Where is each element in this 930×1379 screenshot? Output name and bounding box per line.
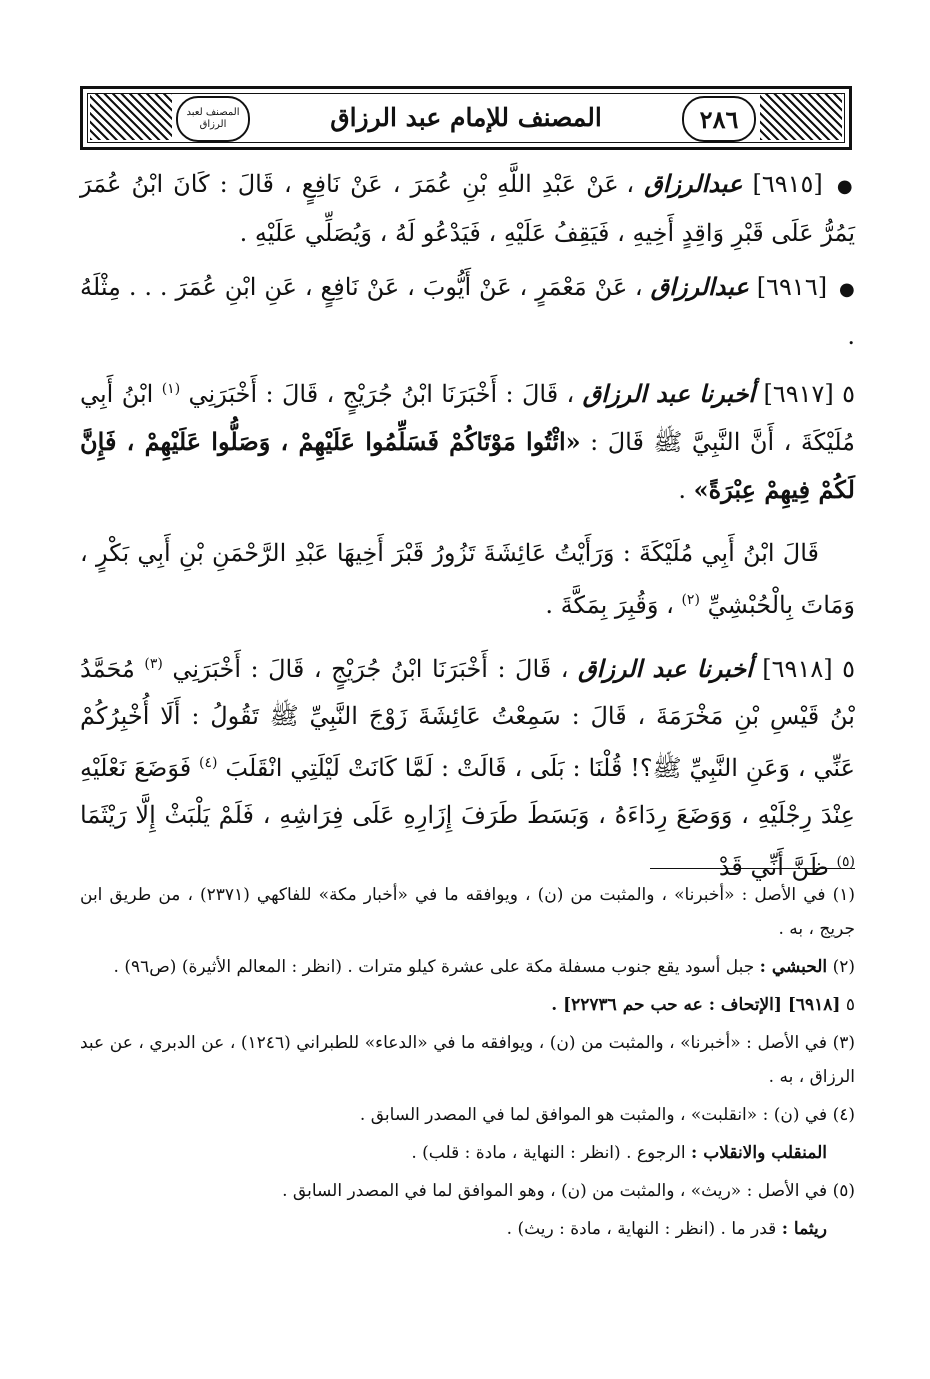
hadith-text: ، عَنْ مَعْمَرٍ ، عَنْ أَيُّوبَ ، عَنْ نَافِعٍ ، عَنِ ابْنِ عُمَرَ . . . مِثْلَهُ .: [80, 273, 855, 350]
hadith-text: ، قَالَ : أَخْبَرَنَا ابْنُ جُرَيْجٍ ، قَالَ : أَخْبَرَنِي: [172, 655, 569, 683]
hadith-text: ، عَنْ عَبْدِ اللَّهِ بْنِ عُمَرَ ، عَنْ نَافِعٍ ، قَالَ : كَانَ ابْنُ عُمَرَ يَمُرُّ عَلَى قَبْرِ وَاقِدٍ أَخِيهِ ، فَيَقِفُ عَلَيْهِ ، فَيَدْعُو لَهُ ، وَيُصَلِّي عَلَيْهِ .: [80, 170, 855, 247]
footnote-4-gloss: [80, 1136, 855, 1170]
footnote-ref: (٢): [681, 592, 700, 608]
footnote-ref: (٤): [199, 755, 218, 771]
footnote-text: في الأصل : «أخبرنا» ، والمثبت من (ن) ، ويوافقه ما في «أخبار مكة» للفاكهي (٢٣٧١) ، من طريق ابن جريج ، به .: [80, 885, 855, 939]
header-ornament-right: [760, 94, 842, 140]
bullet-marker: ●: [836, 176, 855, 197]
footnote-term: ريثما :: [781, 1219, 827, 1239]
hadith-6917: [80, 366, 855, 514]
footnote-reference: [80, 988, 855, 1022]
header-ornament-left: [90, 94, 172, 140]
footnote-ref: (١): [161, 381, 181, 397]
hadith-text: فَوَضَعَ نَعْلَيْهِ عِنْدَ رِجْلَيْهِ ، وَوَضَعَ رِدَاءَهُ ، وَبَسَطَ طَرَفَ إِزَارِهِ عَلَى فِرَاشِهِ ، فَلَمْ يَلْبَثْ إِلَّا رَيْثَمَا: [80, 754, 855, 829]
hadith-number: [٦٩١٥]: [752, 170, 823, 198]
footnote-term: الحبشي :: [759, 957, 828, 977]
bullet-marker: ●: [839, 279, 855, 300]
hadith-6916: [80, 263, 855, 360]
running-title: المصنف للإمام عبد الرزاق: [330, 102, 602, 132]
footnote-2: [80, 950, 855, 984]
hadith-end: .: [678, 476, 686, 504]
footnote-text: في الأصل : «أخبرنا» ، والمثبت من (ن) ، ويوافقه ما في «الدعاء» للطبراني (١٢٤٦) ، عن الدبري ، عن عبد الرزاق ، به .: [80, 1033, 855, 1087]
footnote-label: (٤): [832, 1105, 855, 1125]
hadith-number: [٦٩١٨]: [762, 655, 833, 683]
footnote-term: المنقلب والانقلاب :: [691, 1143, 827, 1163]
circle-marker: ٥: [845, 995, 855, 1015]
narrator: عبدالرزاق: [650, 272, 749, 301]
footnote-1: [80, 878, 855, 946]
footnote-label: (١): [832, 885, 855, 905]
narrator: أخبرنا عبد الرزاق: [578, 654, 753, 683]
footnotes: [80, 878, 855, 1246]
footnote-text: في الأصل : «ريث» ، والمثبت من (ن) ، وهو الموافق لما في المصدر السابق .: [282, 1181, 828, 1201]
footnote-text: جبل أسود يقع جنوب مسفلة مكة على عشرة كيلو مترات . (انظر : المعالم الأثيرة) (ص٩٦) .: [113, 957, 755, 977]
hadith-text: ، وَقُبِرَ بِمَكَّةَ .: [545, 591, 674, 619]
footnote-separator: [650, 868, 855, 869]
narrator: عبدالرزاق: [644, 169, 743, 198]
narrator: أخبرنا عبد الرزاق: [582, 379, 756, 408]
footnote-label: (٥): [832, 1181, 855, 1201]
hadith-6917-addendum: [80, 530, 855, 629]
footnote-3: [80, 1026, 855, 1094]
footnote-4: [80, 1098, 855, 1132]
hadith-text: ظَنَّ أَنِّي قَدْ: [718, 853, 829, 881]
page-header: [80, 86, 852, 150]
footnote-label: (٢): [832, 957, 855, 977]
seal-logo: المصنف لعبد الرزاق: [176, 96, 250, 142]
hadith-6915: [80, 160, 855, 257]
footnote-text: الرجوع . (انظر : النهاية ، مادة : قلب) .: [411, 1143, 686, 1163]
hadith-number: [٦٩١٧]: [763, 380, 834, 408]
hadith-text: ، قَالَ : أَخْبَرَنَا ابْنُ جُرَيْجٍ ، قَالَ : أَخْبَرَنِي: [188, 380, 575, 408]
prophetic-quote: «ائْتُوا مَوْتَاكُمْ فَسَلِّمُوا عَلَيْهِمْ ، وَصَلُّوا عَلَيْهِمْ ، فَإِنَّ لَكُمْ فِيهِمْ عِبْرَةً»: [80, 427, 855, 504]
footnote-ref: (٥): [836, 854, 855, 870]
footnote-text: قدر ما . (انظر : النهاية ، مادة : ريث) .: [506, 1219, 777, 1239]
page-number: ٢٨٦: [682, 96, 756, 142]
hadith-text: مُحَمَّدُ بْنُ قَيْسِ بْنِ مَخْرَمَةَ ، قَالَ : سَمِعْتُ عَائِشَةَ زَوْجَ النَّبِيِّ ﷺ تَقُولُ : أَلَا أُخْبِرُكُمْ عَنِّي ، وَعَنِ النَّبِيِّ ﷺ؟! قُلْنَا : بَلَى ، قَالَتْ : لَمَّا كَانَتْ لَيْلَتِي انْقَلَبَ: [80, 655, 855, 782]
hadith-text: قَالَ ابْنُ أَبِي مُلَيْكَةَ : وَرَأَيْتُ عَائِشَةَ تَزُورُ قَبْرَ أَخِيهَا عَبْدِ الرَّحْمَنِ بْنِ أَبِي بَكْرٍ ، وَمَاتَ بِالْحُبْشِيِّ: [80, 539, 855, 619]
footnote-5-gloss: [80, 1212, 855, 1246]
circle-marker: ٥: [842, 655, 855, 683]
circle-marker: ٥: [842, 380, 855, 408]
footnote-5: [80, 1174, 855, 1208]
footnote-text: في (ن) : «انقلبت» ، والمثبت هو الموافق لما في المصدر السابق .: [359, 1105, 828, 1125]
hadith-number: [٦٩١٦]: [756, 273, 828, 301]
footnote-ref: (٣): [144, 656, 163, 672]
footnote-label: (٣): [832, 1033, 856, 1053]
footnote-text: [٦٩١٨] [الإتحاف : عه حب حم ٢٢٧٣٦] .: [551, 995, 841, 1015]
main-text: [80, 160, 855, 891]
hadith-text: ابْنُ أَبِي مُلَيْكَةَ ، أَنَّ النَّبِيَّ ﷺ قَالَ :: [80, 380, 855, 456]
hadith-6918: [80, 641, 855, 891]
